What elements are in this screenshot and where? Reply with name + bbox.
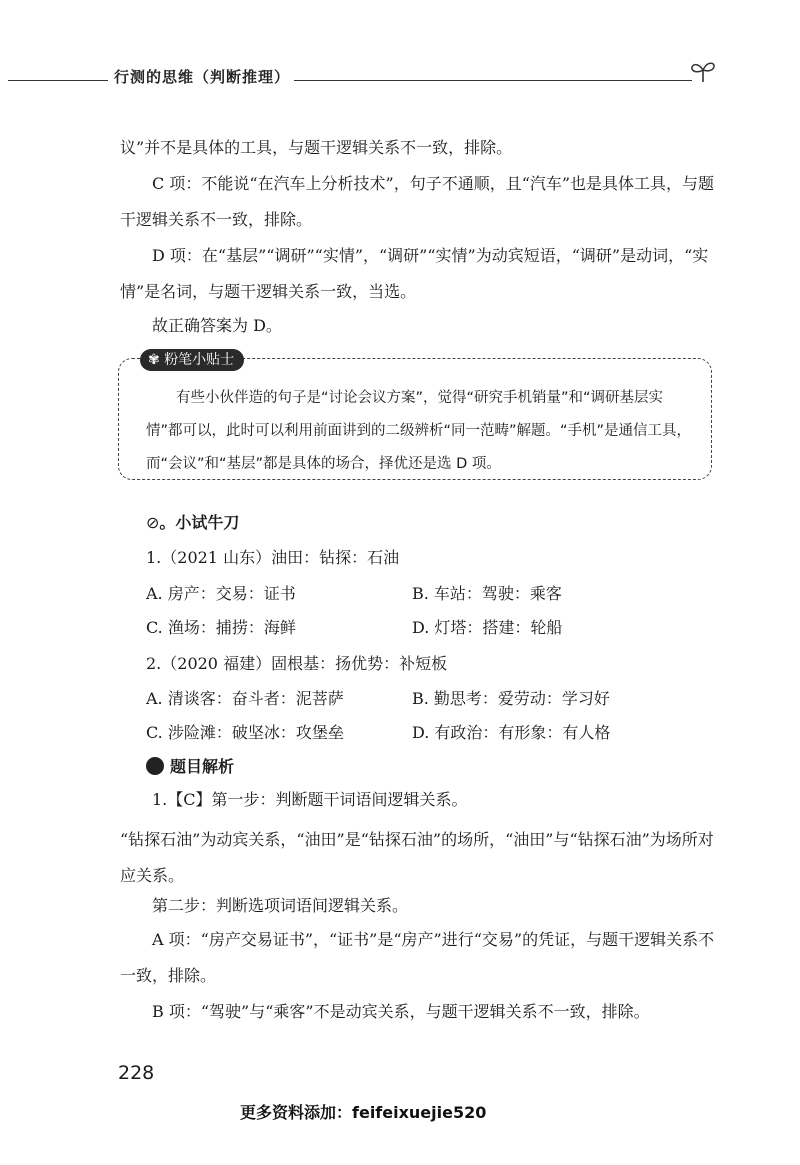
question-1-option-a: A. 房产：交易：证书 <box>146 584 296 603</box>
question-2-option-a: A. 清谈客：奋斗者：泥菩萨 <box>146 689 344 708</box>
page-number: 228 <box>118 1062 155 1084</box>
question-1-option-d: D. 灯塔：搭建：轮船 <box>412 618 563 637</box>
question-1-option-b: B. 车站：驾驶：乘客 <box>412 584 562 603</box>
question-2-option-c: C. 涉险滩：破坚冰：攻堡垒 <box>146 723 344 742</box>
sprout-icon <box>688 58 718 84</box>
tip-text: 有些小伙伴造的句子是“讨论会议方案”，觉得“研究手机销量”和“调研基层实情”都可以，此时可以利用前面讲到的二级辨析“同一范畴”解题。“手机”是通信工具，而“会议”和“基层”都是具体的场合，择优还是选 D 项。 <box>146 390 692 472</box>
header-rule-right <box>272 80 692 81</box>
question-2-option-d: D. 有政治：有形象：有人格 <box>412 723 611 742</box>
footer-contact: 更多资料添加：feifeixuejie520 <box>240 1103 487 1122</box>
explanation-line-1: 议”并不是具体的工具，与题干逻辑关系不一致，排除。 <box>120 138 513 157</box>
explanation-option-c: C 项：不能说“在汽车上分析技术”，句子不通顺，且“汽车”也是具体工具，与题干逻辑关系不一致，排除。 <box>120 174 715 229</box>
header-rule-left <box>8 80 108 81</box>
practice-heading: ⊘。小试牛刀 <box>146 513 240 532</box>
pencil-icon: ⊘ <box>146 513 160 532</box>
explanation-option-d: D 项：在“基层”“调研”“实情”，“调研”“实情”为动宾短语，“调研”是动词，“实情”是名词，与题干逻辑关系一致，当选。 <box>120 246 709 301</box>
running-header-title: 行测的思维（判断推理） <box>110 66 294 87</box>
sprout-small-icon: ✾ <box>148 352 165 368</box>
analysis-line-1: 1.【C】第一步：判断题干词语间逻辑关系。 <box>152 790 468 809</box>
question-1-stem: 1.（2021 山东）油田：钻探：石油 <box>146 548 400 567</box>
analysis-line-3: 第二步：判断选项词语间逻辑关系。 <box>152 896 409 915</box>
analysis-line-4: A 项：“房产交易证书”，“证书”是“房产”进行“交易”的凭证，与题干逻辑关系不一致，排除。 <box>120 930 715 985</box>
explanation-answer: 故正确答案为 D。 <box>152 316 282 335</box>
tip-badge <box>140 349 244 371</box>
analysis-heading: 题目解析 <box>146 754 234 777</box>
question-2-option-b: B. 勤思考：爱劳动：学习好 <box>412 689 610 708</box>
question-2-stem: 2.（2020 福建）固根基：扬优势：补短板 <box>146 654 448 673</box>
question-1-option-c: C. 渔场：捕捞：海鲜 <box>146 618 296 637</box>
analysis-line-5: B 项：“驾驶”与“乘客”不是动宾关系，与题干逻辑关系不一致，排除。 <box>152 1002 650 1021</box>
analysis-icon <box>146 757 164 775</box>
analysis-line-2: “钻探石油”为动宾关系，“油田”是“钻探石油”的场所，“油田”与“钻探石油”为场所对应关系。 <box>120 830 714 885</box>
tip-badge-label: 粉笔小贴士 <box>164 352 235 368</box>
